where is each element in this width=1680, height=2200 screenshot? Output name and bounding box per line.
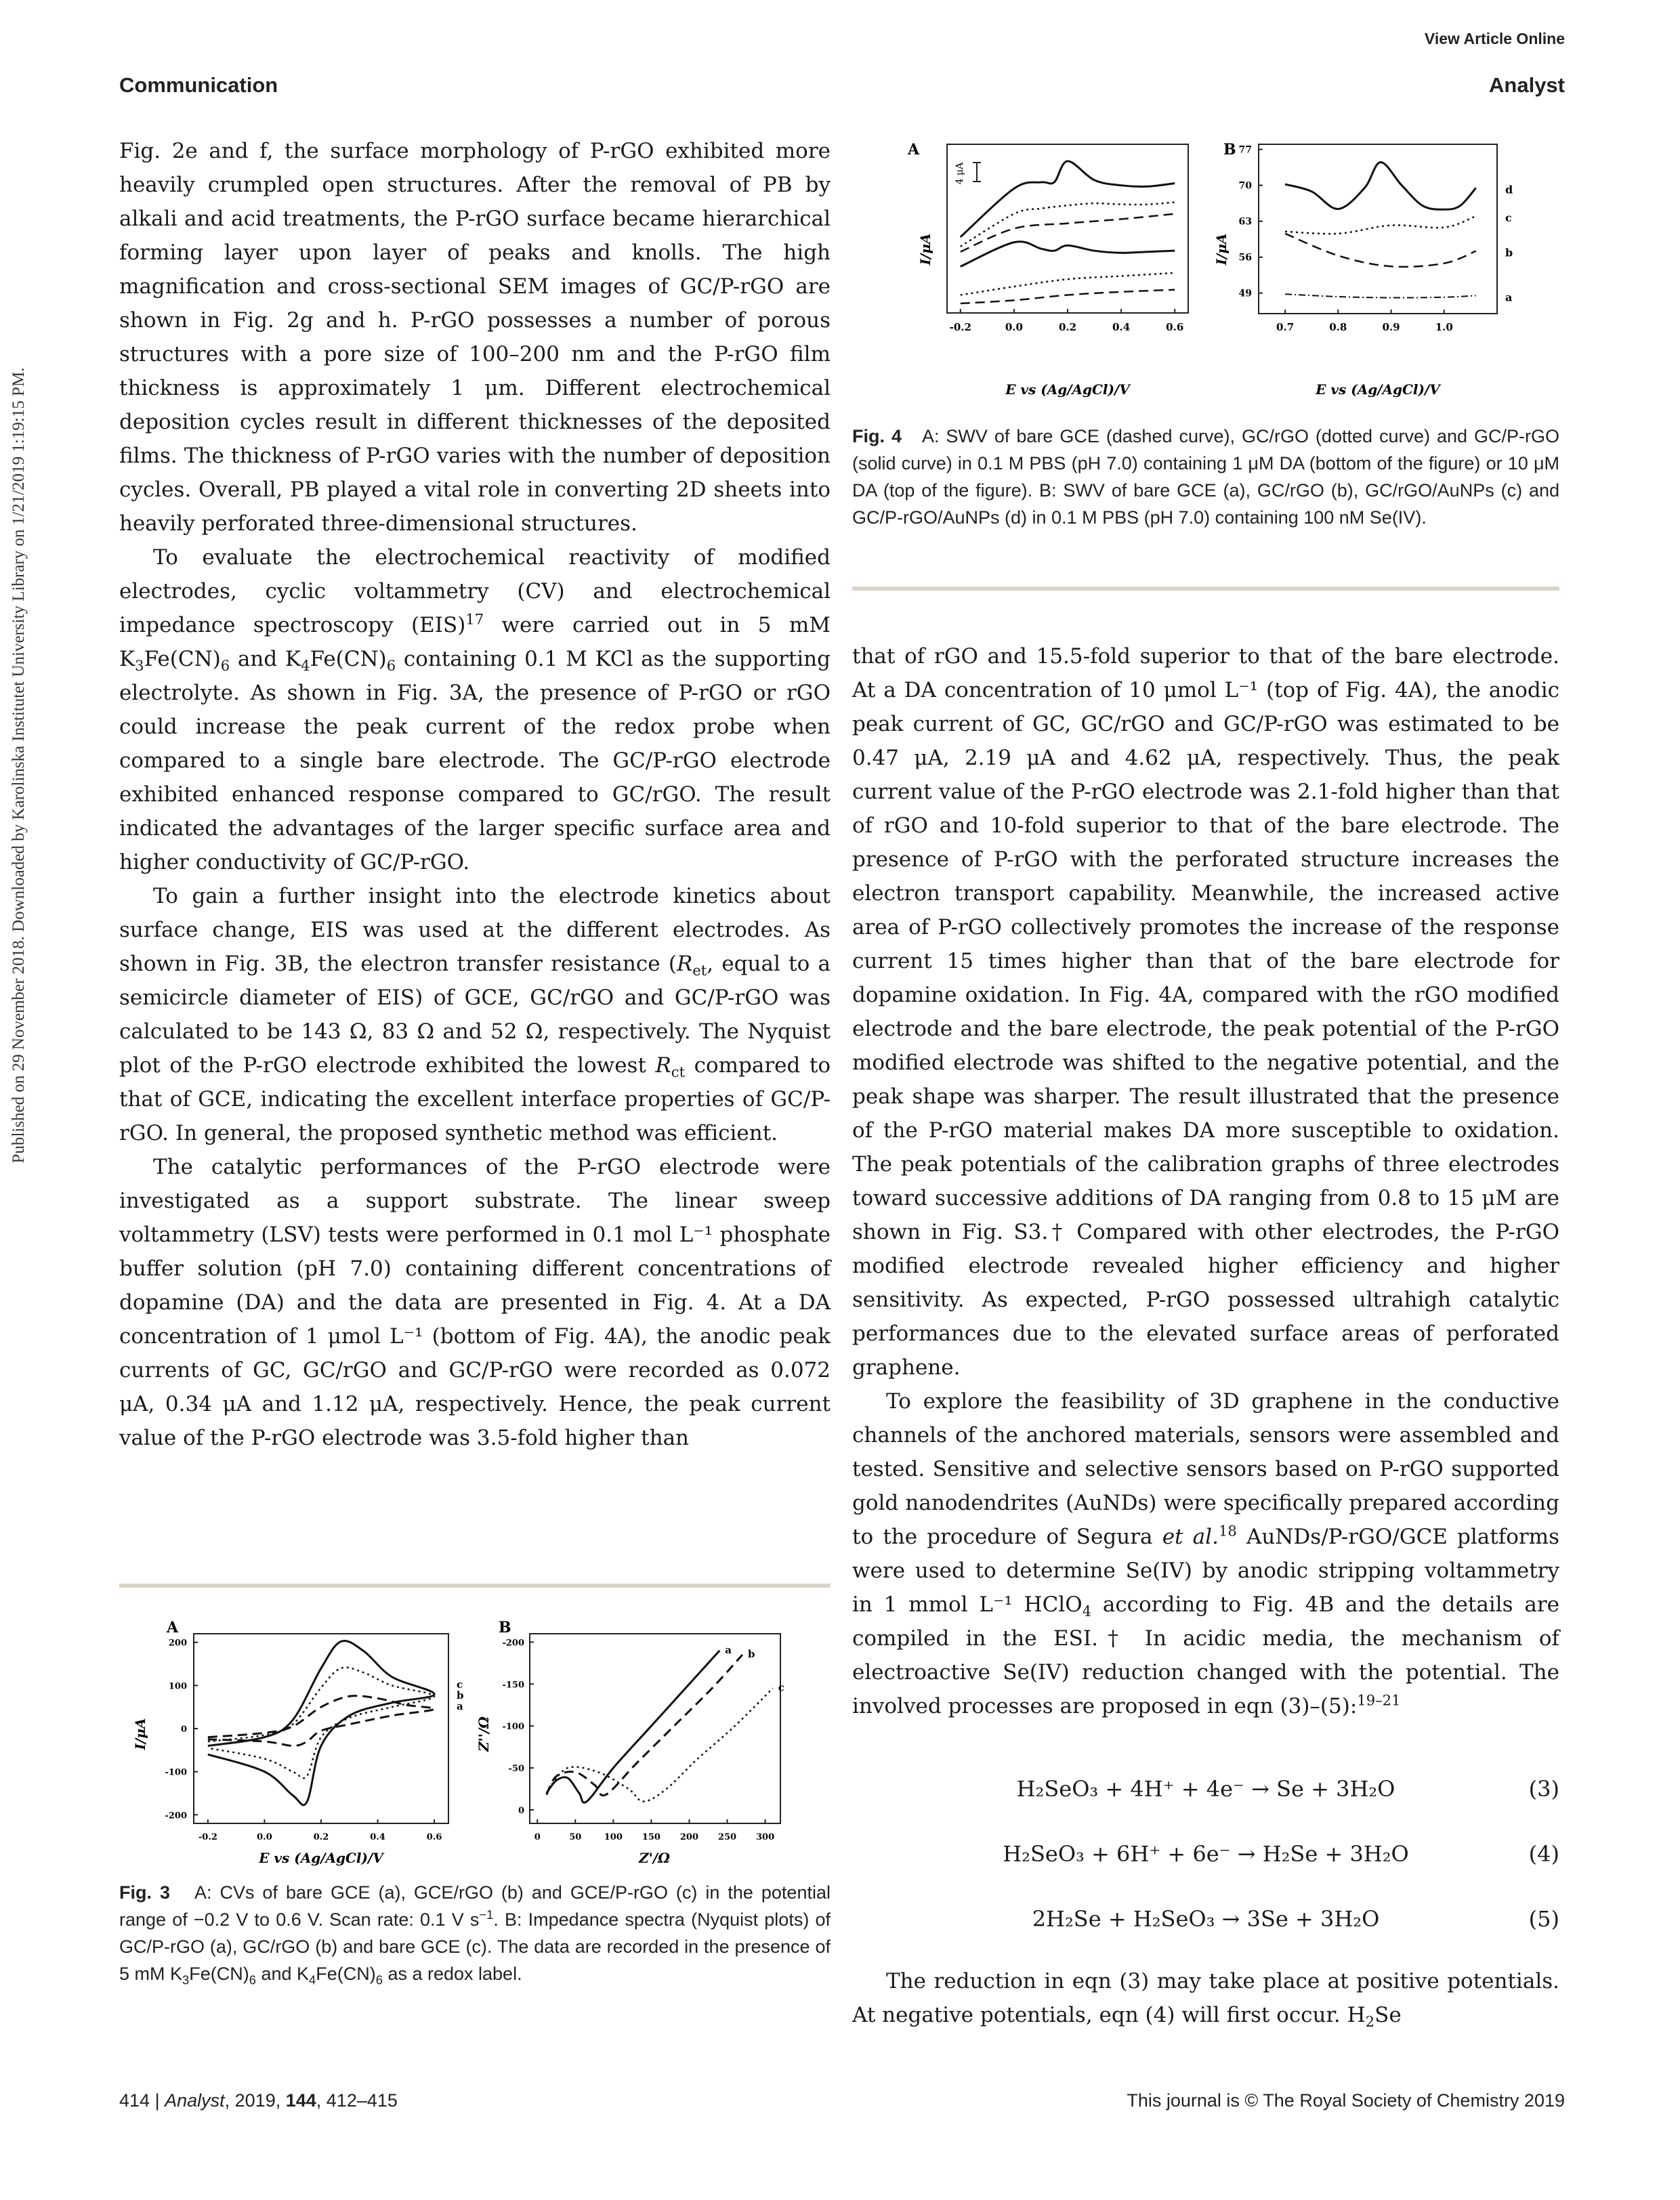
curve-label: d [1505, 183, 1513, 196]
panel-b-label: B [499, 1619, 511, 1636]
panel-b-ylabel: I/μA [1213, 233, 1230, 266]
tick-label: 100 [604, 1832, 623, 1842]
tick-label: -100 [502, 1722, 524, 1733]
series-line [1285, 163, 1476, 210]
tick-label: 49 [1238, 288, 1252, 299]
tick-label: 0.4 [1112, 321, 1131, 333]
tick-label: 50 [569, 1832, 582, 1842]
footer-citation: 414 | Analyst, 2019, 144, 412–415 [119, 2090, 398, 2111]
curve-label: c [457, 1678, 463, 1691]
tick-label: 200 [168, 1638, 187, 1649]
reference[interactable]: 19–21 [1357, 1691, 1401, 1709]
section-label: Communication [119, 73, 278, 97]
tick-label: 150 [642, 1832, 660, 1842]
paragraph: Fig. 2e and f, the surface morphology of P-rGO exhibited more heavily crumpled open structures. After the removal of PB by alkali and acid treatments, the P-rGO surface became hierarchical forming layer upon layer of peaks and knolls. The high magnification and cross-sectional SEM images of GC/P-rGO are shown in Fig. 2g and h. P-rGO possesses a number of porous structures with a pore size of 100–200 nm and the P-rGO film thickness is approximately 1 μm. Different electrochemical deposition cycles result in different thicknesses of the deposited films. The thickness of P-rGO varies with the number of deposition cycles. Overall, PB played a vital role in converting 2D sheets into heavily perforated three-dimensional structures. [119, 139, 831, 536]
figure-4-caption: Fig. 4 A: SWV of bare GCE (dashed curve), GC/rGO (dotted curve) and GC/P-rGO (solid curve) in 0.1 M PBS (pH 7.0) containing 1 μM DA (bottom of the figure) or 10 μM DA (top of the figure). B: SWV of bare GCE (a), GC/rGO (b), GC/rGO/AuNPs (c) and GC/P-rGO/AuNPs (d) in 0.1 M PBS (pH 7.0) containing 100 nM Se(IV). [852, 426, 1559, 528]
tick-label: 100 [168, 1681, 187, 1692]
panel-b-frame [1259, 144, 1497, 314]
panel-b-curves [1285, 163, 1476, 298]
curve-label: b [1505, 246, 1513, 259]
figure-4-plots [852, 134, 1559, 405]
panel-b-curve-labels [725, 1644, 784, 1694]
panel-a-xlabel: E vs (Ag/AgCl)/V [1005, 381, 1130, 398]
panel-b-xlabel: E vs (Ag/AgCl)/V [1316, 381, 1440, 398]
panel-a-xlabel: E vs (Ag/AgCl)/V [259, 1850, 383, 1866]
series-line [547, 1651, 720, 1803]
tick-label: 0.8 [1329, 321, 1347, 333]
tick-label: 0.4 [370, 1832, 385, 1842]
footer-copyright: This journal is © The Royal Society of Chemistry 2019 [1127, 2090, 1565, 2111]
figure-3-caption: Fig. 3 A: CVs of bare GCE (a), GCE/rGO (b) and GCE/P-rGO (c) in the potential range of −0.2 V to 0.6 V. Scan rate: 0.1 V $s^{-1}$. B: Impedance spectra (Nyquist plots) of GC/P-rGO (a), GC/rGO (b) and bare GCE (c). The data are recorded in the presence of 5 mM $K_3Fe(CN)_6$ and $K_4Fe(CN)_6$ as a redox label. [119, 1882, 831, 1987]
panel-a-curves [961, 161, 1175, 303]
series-line [547, 1655, 742, 1796]
tick-label: 0.0 [1005, 321, 1023, 333]
series-line [961, 203, 1175, 247]
figure-divider [852, 587, 1559, 591]
tick-label: 0 [518, 1806, 524, 1816]
curve-label: c [1505, 211, 1512, 225]
panel-a-label: A [908, 141, 920, 158]
figure-divider [119, 1584, 831, 1588]
journal-label: Analyst [1489, 73, 1565, 97]
equation-4: H₂SeO₃ + 6H⁺ + 6e⁻ → H₂Se + 3H₂O (4) [1003, 1841, 1559, 1867]
series-line [208, 1641, 434, 1805]
panel-b-xlabel: Z'/Ω [639, 1850, 670, 1866]
curve-label: b [747, 1647, 755, 1660]
tick-label: 1.0 [1435, 321, 1453, 333]
panel-a-label: A [167, 1619, 179, 1636]
tick-label: -200 [502, 1638, 524, 1649]
download-stamp-text: Published on 29 November 2018. Downloaded by Karolinska Institutet University Library on 1/21/2019 1:19:15 PM. [9, 367, 28, 1164]
series-line [961, 290, 1175, 303]
paragraph: To explore the feasibility of 3D graphene in the conductive channels of the anchored materials, sensors were assembled and tested. Sensitive and selective sensors based on P-rGO supported gold nanodendrites (AuNDs) were specifically prepared according to the procedure of Segura et al.$^{18}$ AuNDs/P-rGO/GCE platforms were used to determine Se(IV) by anodic stripping voltammetry in 1 mmol L⁻¹ HClO$_4$ according to Fig. 4B and the details are compiled in the ESI.† In acidic media, the mechanism of electroactive Se(IV) reduction changed with the potential. The involved processes are proposed in eqn (3)–(5):$^{19-21}$ [852, 1389, 1559, 1718]
tick-label: 0.2 [1058, 321, 1077, 333]
tick-label: 0.0 [257, 1832, 272, 1842]
series-line [1285, 234, 1476, 267]
tick-label: -150 [502, 1680, 524, 1691]
figure-3-plots [119, 1599, 831, 1869]
panel-a-yticks [165, 1638, 198, 1821]
left-column [119, 134, 831, 1455]
reference[interactable]: 17 [465, 610, 484, 628]
reference[interactable]: 18 [1218, 1522, 1237, 1540]
right-column [852, 639, 1559, 1723]
equation-5: 2H₂Se + H₂SeO₃ → 3Se + 3H₂O (5) [1032, 1906, 1559, 1932]
curve-label: b [457, 1689, 464, 1701]
panel-a-curves [208, 1641, 434, 1805]
paragraph: The reduction in eqn (3) may take place at positive potentials. At negative potentials, eqn (4) will first occur. $H_2Se$ [852, 1969, 1559, 2031]
tick-label: -0.2 [949, 321, 971, 333]
paragraph: that of rGO and 15.5-fold superior to that of the bare electrode. At a DA concentration of 10 μmol L⁻¹ (top of Fig. 4A), the anodic peak current of GC, GC/rGO and GC/P-rGO was estimated to be 0.47 μA, 2.19 μA and 4.62 μA, respectively. Thus, the peak current value of the P-rGO electrode was 2.1-fold higher than that of rGO and 10-fold superior to that of the bare electrode. The presence of P-rGO with the perforated structure increases the electron transport capability. Meanwhile, the increased active area of P-rGO collectively promotes the increase of the response current 15 times higher than that of the bare electrode for dopamine oxidation. In Fig. 4A, compared with the rGO modified electrode and the bare electrode, the peak potential of the P-rGO modified electrode was shifted to the negative potential, and the peak shape was sharper. The result illustrated that the presence of the P-rGO material makes DA more susceptible to oxidation. The peak potentials of the calibration graphs of three electrodes toward successive additions of DA ranging from 0.8 to 15 μM are shown in Fig. S3.† Compared with other electrodes, the P-rGO modified electrode revealed higher efficiency and higher sensitivity. As expected, P-rGO possessed ultrahigh catalytic performances due to the elevated surface areas of perforated graphene. [852, 644, 1559, 1380]
tick-label: 0.6 [1166, 321, 1184, 333]
panel-a-ylabel: I/μA [917, 233, 933, 266]
tick-label: 300 [756, 1832, 775, 1842]
panel-a-frame [947, 144, 1188, 313]
panel-b-label: B [1223, 141, 1236, 158]
tick-label: -200 [165, 1811, 187, 1821]
tick-label: 77 [1238, 144, 1252, 156]
tick-label: 0.7 [1276, 321, 1295, 333]
view-article-online-link[interactable]: View Article Online [1424, 30, 1565, 47]
panel-a-curve-labels [457, 1678, 464, 1712]
caption-label: Fig. 4 [852, 426, 902, 446]
tick-label: 70 [1238, 180, 1252, 192]
tick-label: -0.2 [198, 1832, 217, 1842]
curve-label: a [725, 1643, 732, 1656]
scale-bar-label: 4 μA [954, 162, 965, 185]
tick-label: 0 [180, 1725, 187, 1735]
tick-label: 0.9 [1382, 321, 1400, 333]
panel-b-curves [547, 1651, 773, 1803]
right-column-tail [852, 1964, 1559, 2032]
series-line [961, 242, 1175, 267]
panel-b-ylabel: Z''/Ω [476, 1716, 492, 1752]
curve-label: a [1505, 291, 1513, 304]
tick-label: 63 [1238, 216, 1252, 228]
paragraph: To evaluate the electrochemical reactivity of modified electrodes, cyclic voltammetry (CV) and electrochemical impedance spectroscopy (EIS)$^{17}$ were carried out in 5 mM $K_3Fe(CN)_6$ and $K_4Fe(CN)_6$ containing 0.1 M KCl as the supporting electrolyte. As shown in Fig. 3A, the presence of P-rGO or rGO could increase the peak current of the redox probe when compared to a single bare electrode. The GC/P-rGO electrode exhibited enhanced response compared to GC/rGO. The result indicated the advantages of the larger specific surface area and higher conductivity of GC/P-rGO. [119, 545, 831, 874]
panel-a-frame [194, 1634, 448, 1823]
curve-label: c [778, 1681, 784, 1694]
paragraph: The catalytic performances of the P-rGO electrode were investigated as a support substrate. The linear sweep voltammetry (LSV) tests were performed in 0.1 mol L⁻¹ phosphate buffer solution (pH 7.0) containing different concentrations of dopamine (DA) and the data are presented in Fig. 4. At a DA concentration of 1 μmol L⁻¹ (bottom of Fig. 4A), the anodic peak currents of GC, GC/rGO and GC/P-rGO were recorded as 0.072 μA, 0.34 μA and 1.12 μA, respectively. Hence, the peak current value of the P-rGO electrode was 3.5-fold higher than [119, 1155, 831, 1450]
panel-a-ylabel: I/μA [132, 1718, 148, 1750]
tick-label: -100 [165, 1767, 187, 1778]
download-stamp [5, 122, 33, 1409]
equation-3: H₂SeO₃ + 4H⁺ + 4e⁻ → Se + 3H₂O (3) [1016, 1776, 1559, 1802]
tick-label: -50 [508, 1764, 524, 1775]
tick-label: 0.2 [313, 1832, 329, 1842]
tick-label: 200 [679, 1832, 699, 1842]
series-line [549, 1688, 773, 1801]
paragraph: To gain a further insight into the electrode kinetics about surface change, EIS was used at the different electrodes. As shown in Fig. 3B, the electron transfer resistance ($R_{et}$, equal to a semicircle diameter of EIS) of GCE, GC/rGO and GC/P-rGO was calculated to be 143 Ω, 83 Ω and 52 Ω, respectively. The Nyquist plot of the P-rGO electrode exhibited the lowest $R_{ct}$ compared to that of GCE, indicating the excellent interface properties of GC/P-rGO. In general, the proposed synthetic method was efficient. [119, 884, 831, 1145]
series-line [1285, 294, 1476, 297]
curve-label: a [457, 1700, 463, 1712]
panel-b-frame [530, 1634, 780, 1823]
figure-3 [119, 1599, 831, 1869]
panel-b-curve-labels [1505, 183, 1513, 303]
caption-label: Fig. 3 [119, 1882, 170, 1903]
tick-label: 250 [717, 1832, 737, 1842]
tick-label: 56 [1238, 252, 1252, 263]
series-line [208, 1668, 434, 1778]
tick-label: 0.6 [426, 1832, 442, 1842]
tick-label: 0 [534, 1832, 541, 1842]
series-line [1285, 216, 1476, 234]
